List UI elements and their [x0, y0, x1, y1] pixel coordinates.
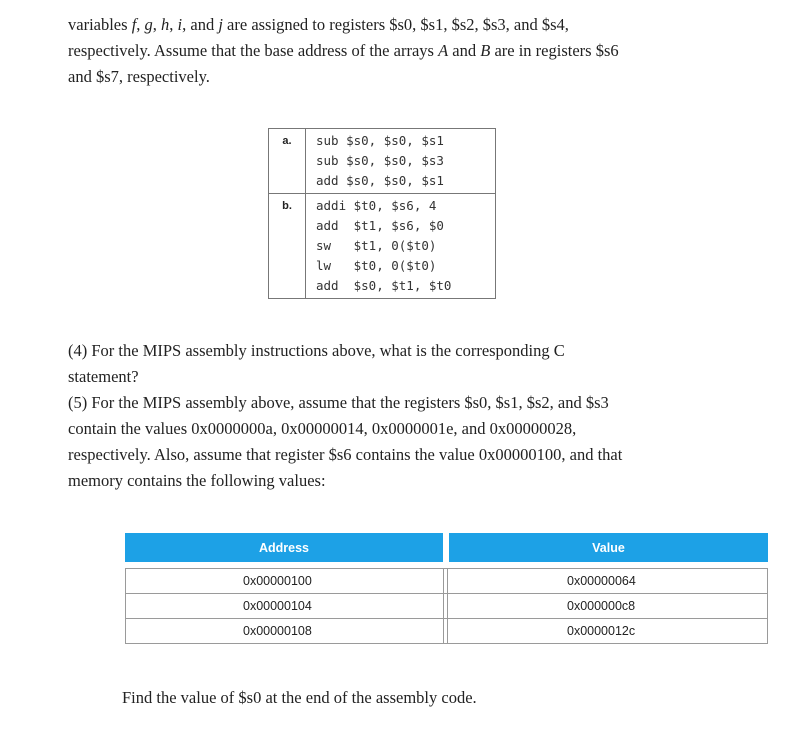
array-a: A [438, 41, 449, 60]
code-line: lw $t0, 0($t0) [316, 258, 437, 273]
question-4-line-1: (4) For the MIPS assembly instructions above, what is the corresponding C [68, 341, 565, 360]
code-line: add $s0, $t1, $t0 [316, 278, 452, 293]
question-5-line-4: memory contains the following values: [68, 471, 326, 490]
question-4-line-2: statement? [68, 367, 139, 386]
address-cell: 0x00000108 [125, 619, 443, 644]
assembly-code-table [268, 128, 496, 299]
array-b: B [480, 41, 491, 60]
value-cell: 0x000000c8 [447, 594, 768, 619]
code-block-a [306, 129, 496, 194]
var-j: j [218, 15, 223, 34]
intro-line-2: respectively. Assume that the base address of the arrays A and B are in registers $s6 [68, 41, 619, 60]
code-line: sw $t1, 0($t0) [316, 238, 437, 253]
code-block-b [306, 194, 496, 299]
value-cell: 0x00000064 [447, 568, 768, 594]
memory-table-header [125, 533, 768, 562]
question-5-line-1: (5) For the MIPS assembly above, assume that the registers $s0, $s1, $s2, and $s3 [68, 393, 609, 412]
question-5-line-2: contain the values 0x0000000a, 0x00000014, 0x0000001e, and 0x00000028, [68, 419, 577, 438]
value-cell: 0x0000012c [447, 619, 768, 644]
intro-paragraph [68, 12, 619, 90]
address-column-header: Address [125, 533, 443, 562]
section-label-a: a. [269, 129, 306, 194]
section-label-b: b. [269, 194, 306, 299]
code-line: add $t1, $s6, $0 [316, 218, 444, 233]
code-section-b [269, 194, 496, 299]
intro-line-3: and $s7, respectively. [68, 67, 210, 86]
code-line: sub $s0, $s0, $s3 [316, 153, 444, 168]
table-row [125, 568, 768, 594]
var-i: i [177, 15, 183, 34]
find-value-prompt: Find the value of $s0 at the end of the assembly code. [122, 688, 477, 707]
var-g: g [144, 15, 153, 34]
value-column-header: Value [447, 533, 768, 562]
code-line: addi $t0, $s6, 4 [316, 198, 437, 213]
memory-table [125, 533, 768, 644]
code-line: add $s0, $s0, $s1 [316, 173, 444, 188]
question-5-line-3: respectively. Also, assume that register $s6 contains the value 0x00000100, and that [68, 445, 623, 464]
intro-line-1: variables f, g, h, i, and j are assigned to registers $s0, $s1, $s2, $s3, and $s4, [68, 15, 569, 34]
var-f: f [131, 15, 137, 34]
table-row [125, 594, 768, 619]
table-row [125, 619, 768, 644]
address-cell: 0x00000100 [125, 568, 443, 594]
code-section-a [269, 129, 496, 194]
questions-paragraph [68, 338, 622, 494]
code-line: sub $s0, $s0, $s1 [316, 133, 444, 148]
address-cell: 0x00000104 [125, 594, 443, 619]
var-h: h [161, 15, 170, 34]
